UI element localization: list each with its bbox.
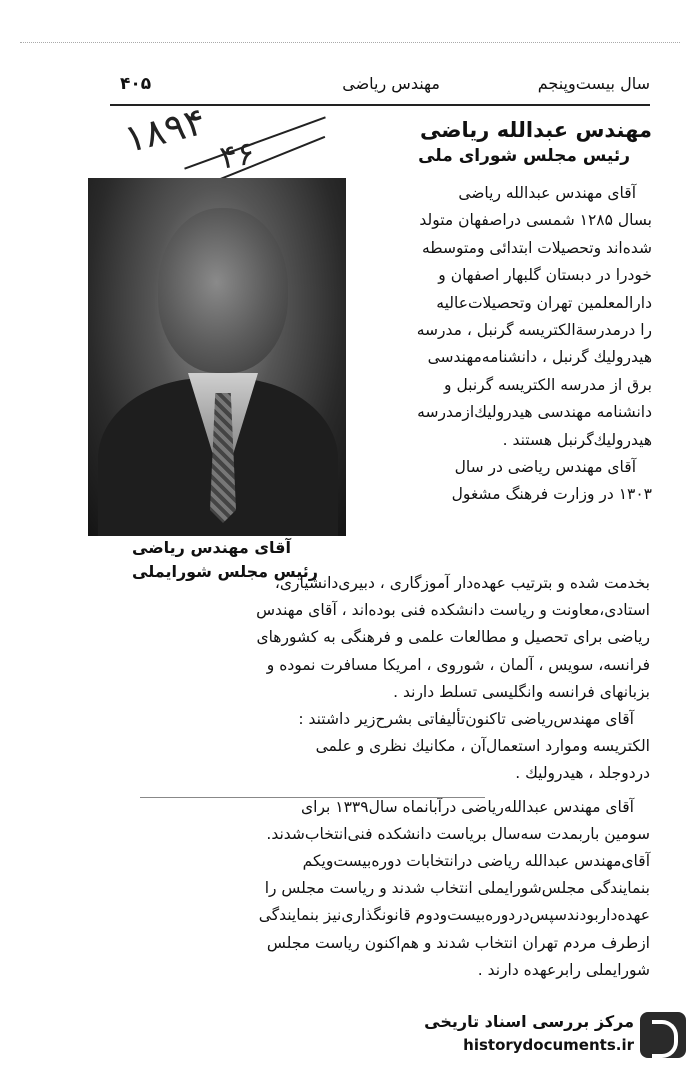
top-dotted-line	[20, 42, 680, 44]
side-column-text	[352, 180, 652, 509]
text-line: هیدرولیك گرنبل ، دانشنامه‌مهندسی	[427, 348, 652, 367]
archive-logo-icon	[640, 1012, 686, 1058]
photo-caption-role: رئیس مجلس شورایملی	[132, 562, 319, 581]
text-line: شورایملی رابرعهده دارند .	[477, 960, 650, 979]
text-line: الکتریسه وموارد استعمال‌آن ، مکانیك نظری و علمی	[315, 737, 650, 756]
portrait-head	[158, 208, 288, 373]
text-line: بزبانهای فرانسه وانگلیسی تسلط دارند .	[393, 682, 650, 701]
text-line: برق از مدرسه الکتریسه گرنبل و	[444, 375, 652, 394]
text-line: آقای مهندس ریاضی در سال	[454, 458, 636, 477]
text-line: دردوجلد ، هیدرولیك .	[515, 764, 650, 783]
article-title: مهندس عبدالله ریاضی	[419, 118, 652, 142]
text-line: ۱۳۰۳ در وزارت فرهنگ مشغول	[451, 485, 652, 504]
text-line: را درمدرسةالکتریسه گرنبل ، مدرسه	[416, 321, 652, 340]
article-subtitle: رئیس مجلس شورای ملی	[418, 146, 630, 166]
text-line: عهده‌داربودندسپس‌دردوره‌بیست‌ودوم قانونگذاری‌نیز بنمایندگی	[258, 906, 650, 925]
text-line: بخدمت شده و بترتیب عهده‌دار آموزگاری ، دبیری‌دانشیاری،	[274, 574, 650, 592]
page-number: ۴۰۵	[120, 74, 152, 94]
text-line: آقای مهندس‌ریاضی تاکنون‌تألیفاتی بشرح‌زیر داشتند :	[298, 710, 634, 729]
text-line: هیدرولیك‌گرنبل هستند .	[502, 430, 652, 449]
watermark-url: historydocuments.ir	[463, 1036, 634, 1054]
text-line: آقای مهندس عبدالله‌ریاضی درآبانماه سال۱۳۳۹ برای	[301, 797, 634, 816]
handwritten-year: ۱۸۹۴	[119, 98, 210, 162]
text-line: استادی،معاونت و ریاست دانشکده فنی بوده‌اند ، آقای مهندس	[256, 601, 650, 620]
main-body-text	[140, 570, 650, 984]
volume-label: سال بیست‌وپنجم	[537, 74, 650, 93]
text-line: شده‌اند وتحصیلات ابتدائی ومتوسطه	[421, 238, 652, 257]
watermark	[410, 1008, 692, 1060]
portrait-photo	[88, 178, 346, 536]
text-line: دارالمعلمین تهران وتحصیلات‌عالیه	[436, 293, 652, 312]
section-rule	[140, 797, 485, 798]
photo-caption-name: آقای مهندس ریاضی	[132, 538, 291, 557]
text-line: آقای مهندس عبدالله ریاضی	[458, 184, 636, 202]
running-title: مهندس ریاضی	[342, 74, 440, 93]
text-line: آقای‌مهندس عبدالله ریاضی درانتخابات دوره‌بیست‌ویکم	[302, 852, 650, 871]
text-line: خودرا در دبستان گلبهار اصفهان و	[438, 266, 652, 285]
handwritten-number: ۴۶	[216, 133, 258, 177]
text-line: بسال ۱۲۸۵ شمسی دراصفهان متولد	[419, 211, 652, 230]
watermark-title: مرکز بررسی اسناد تاریخی	[424, 1012, 634, 1031]
text-line: دانشنامه مهندسی هیدرولیك‌ازمدرسه	[417, 403, 652, 422]
text-line: ریاضی برای تحصیل و مطالعات علمی و فرهنگی به کشورهای	[256, 628, 650, 647]
text-line: بنمایندگی مجلس‌شورایملی انتخاب شدند و ریاست مجلس را	[264, 879, 650, 898]
text-line: فرانسه، سویس ، آلمان ، شوروی ، امریکا مسافرت نموده و	[266, 655, 650, 674]
text-line: سومین باربمدت سه‌سال بریاست دانشکده فنی‌انتخاب‌شدند.	[266, 824, 650, 843]
text-line: ازطرف مردم تهران انتخاب شدند و هم‌اکنون ریاست مجلس	[266, 933, 650, 952]
